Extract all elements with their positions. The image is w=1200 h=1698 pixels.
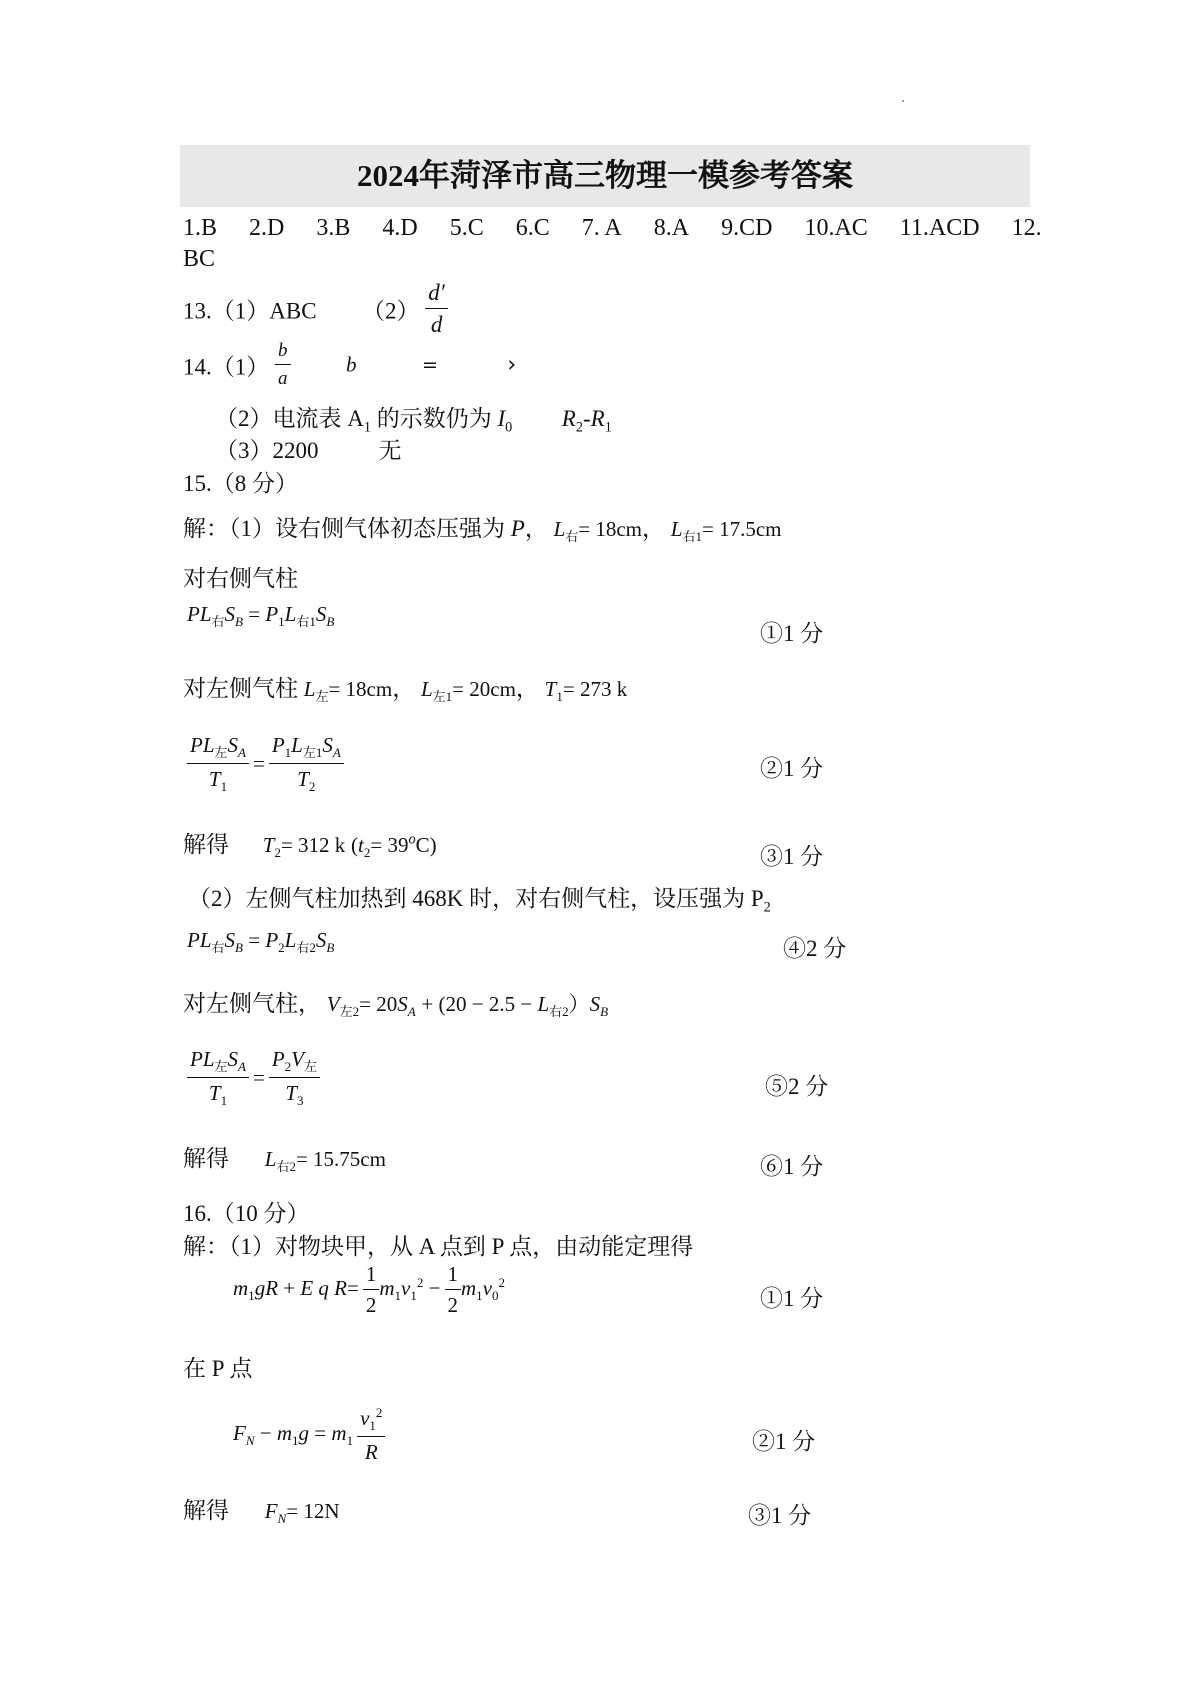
q14-line3: （3）2200 无 bbox=[215, 438, 402, 463]
q14-b: b bbox=[346, 352, 357, 377]
q15-result-2: 解得 $L_{右2}= 15.75cm$ bbox=[183, 1146, 386, 1175]
q15-part2: （2）左侧气柱加热到 468K 时，对右侧气柱，设压强为 $P_2$ bbox=[188, 886, 771, 916]
q15-right-col: 对右侧气柱 bbox=[183, 566, 298, 591]
choice-answer: 2.D bbox=[249, 215, 285, 241]
q15-score-1: ①1 分 bbox=[760, 621, 824, 646]
choice-answer: 6.C bbox=[515, 215, 550, 241]
choice-answer: 4.D bbox=[382, 215, 418, 241]
q13-part2-label: （2） bbox=[362, 298, 420, 324]
q14-line1 bbox=[183, 340, 516, 390]
choice-answer: BC bbox=[183, 246, 216, 272]
q15-score-3: ③1 分 bbox=[760, 844, 824, 869]
q15-score-5: ⑤2 分 bbox=[765, 1074, 829, 1099]
q16-score-1: ①1 分 bbox=[760, 1286, 824, 1311]
q14-equal: = bbox=[422, 354, 438, 376]
q15-score-6: ⑥1 分 bbox=[760, 1154, 824, 1179]
q15-equation-4: $\frac{PL_左S_A}{T_1}$ = $\frac{P_2V_左}{T_3}$ bbox=[187, 1047, 320, 1109]
q16-equation-2: $F_N - m_1g = m_1$ $\frac{v_1^2}{R}$ bbox=[233, 1405, 385, 1465]
q16-at-p: 在 P 点 bbox=[183, 1356, 253, 1381]
choice-answer: 7. A bbox=[581, 215, 622, 241]
choice-answer-row bbox=[183, 215, 1042, 242]
q15-result-1: 解得 $T_2= 312$ k $(t_2= 39^oC)$ bbox=[183, 831, 437, 861]
choice-answer: 3.B bbox=[316, 215, 351, 241]
q14-line2: （2）电流表 $A_1$ 的示数仍为 $I_0$ $R_2-R_1$ bbox=[215, 406, 612, 436]
choice-answer: 5.C bbox=[449, 215, 484, 241]
q14-label: 14.（1） bbox=[183, 354, 270, 380]
q14-fraction: $\frac{b}{a}$ bbox=[275, 340, 291, 390]
q16-score-2: ②1 分 bbox=[752, 1429, 816, 1454]
q13-fraction: $\frac{d'}{d}$ bbox=[425, 280, 448, 338]
choice-answer: 9.CD bbox=[721, 215, 773, 241]
q15-equation-2: $\frac{PL_左S_A}{T_1}$ = $\frac{P_1L_{左1}S_A}{T_2}$ bbox=[187, 733, 344, 795]
q15-score-2: ②1 分 bbox=[760, 756, 824, 781]
choice-answer: 12. bbox=[1011, 215, 1042, 241]
q13-part1: 13.（1）ABC bbox=[183, 298, 317, 324]
q16-score-3: ③1 分 bbox=[748, 1503, 812, 1528]
page-title: 2024年菏泽市高三物理一模参考答案 bbox=[180, 145, 1030, 207]
q15-intro: 解：（1）设右侧气体初态压强为 P， $L_右= 18cm$， $L_{右1}= 17.5cm$ bbox=[183, 516, 782, 545]
q15-left-col-2: 对左侧气柱， $V_{左2}= 20S_A + (20 - 2.5 - L_{右2})S_B$ bbox=[183, 991, 609, 1020]
q15-equation-3: $PL_右S_B = P_2L_{右2}S_B$ bbox=[187, 928, 335, 956]
q14-greater: › bbox=[507, 352, 517, 378]
q16-equation-1: $m_1gR + E$ q R= $\frac{1}{2}$ $m_1v_1^2$ − $\frac{1}{2}$ $m_1v_0^2$ bbox=[233, 1262, 506, 1317]
q16-result: 解得 $F_N= 12N$ bbox=[183, 1498, 340, 1527]
q13-answer bbox=[183, 280, 448, 338]
q15-left-col: 对左侧气柱 $L_左= 18cm$， $L_{左1}= 20cm$， $T_1= 273$ k bbox=[183, 676, 628, 705]
q15-score-4: ④2 分 bbox=[783, 936, 847, 961]
scan-speck bbox=[902, 100, 904, 102]
choice-answer: 11.ACD bbox=[899, 215, 980, 241]
choice-answer: 1.B bbox=[183, 215, 218, 241]
q16-intro: 解：（1）对物块甲，从 A 点到 P 点，由动能定理得 bbox=[183, 1234, 694, 1259]
q15-equation-1: $PL_右S_B = P_1L_{右1}S_B$ bbox=[187, 602, 335, 630]
choice-answer: 10.AC bbox=[804, 215, 868, 241]
choice-answer: 8.A bbox=[653, 215, 690, 241]
q15-header: 15.（8 分） bbox=[183, 471, 298, 496]
q16-header: 16.（10 分） bbox=[183, 1201, 310, 1226]
